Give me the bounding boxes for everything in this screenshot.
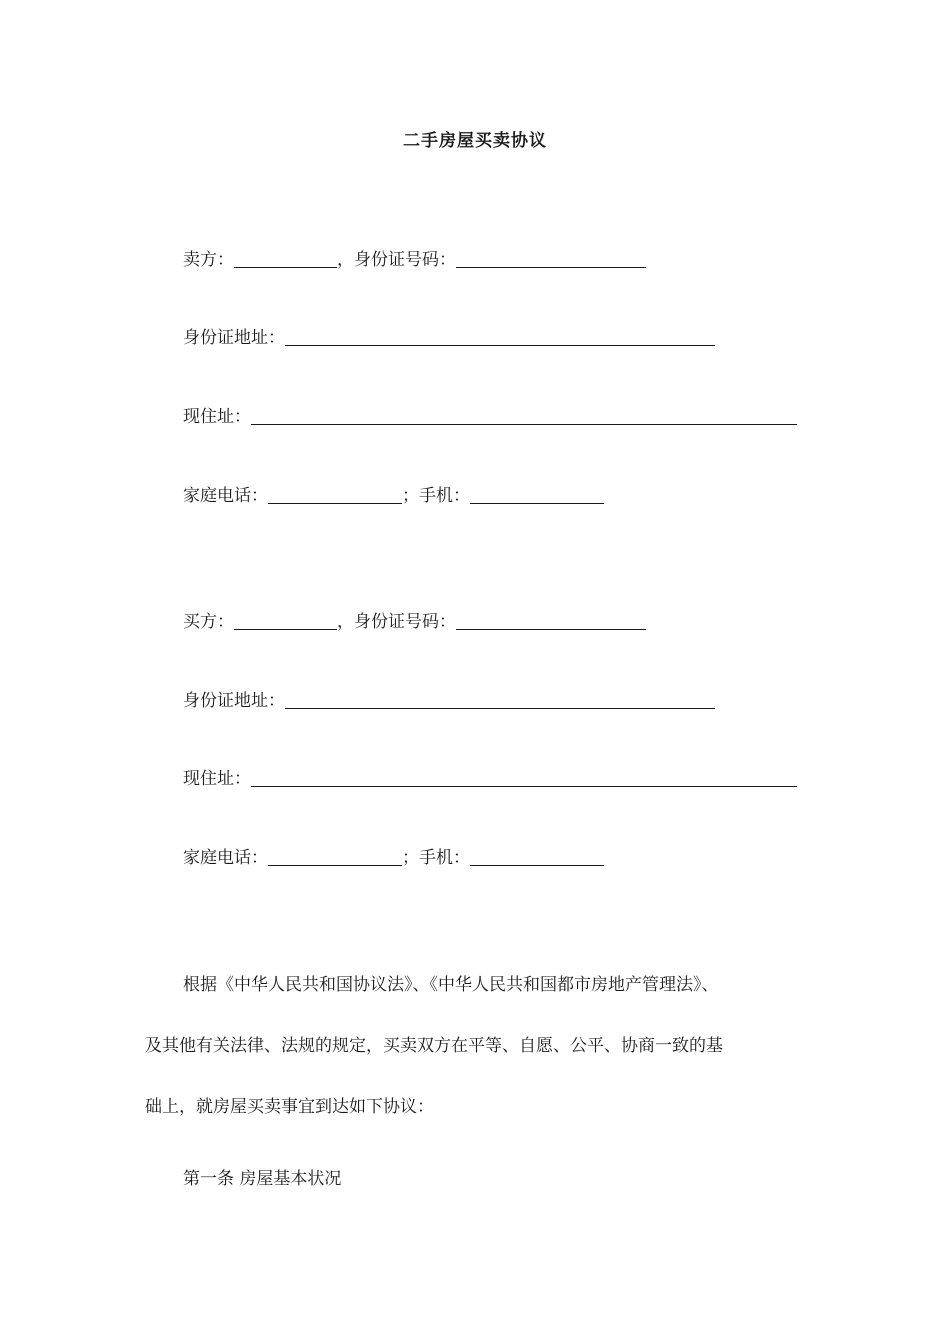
buyer-id-field[interactable] (456, 609, 646, 630)
buyer-id-label: ，身份证号码： (337, 612, 456, 632)
seller-mobile-field[interactable] (470, 483, 604, 504)
buyer-current-address-label: 现住址： (183, 769, 251, 789)
article-1-heading: 第一条 房屋基本状况 (183, 1169, 342, 1189)
seller-current-address-row (183, 401, 797, 427)
buyer-name-field[interactable] (234, 609, 337, 630)
seller-name-field[interactable] (234, 247, 337, 268)
seller-label: 卖方： (183, 250, 234, 270)
seller-id-label: ，身份证号码： (337, 250, 456, 270)
seller-id-address-field[interactable] (285, 325, 715, 346)
buyer-id-address-label: 身份证地址： (183, 691, 285, 711)
seller-name-row (183, 244, 646, 270)
preamble-line-3: 础上，就房屋买卖事宜到达如下协议： (145, 1097, 434, 1117)
buyer-id-address-field[interactable] (285, 688, 715, 709)
seller-phone-row (183, 480, 604, 506)
buyer-current-address-row (183, 763, 797, 789)
seller-mobile-label: ；手机： (402, 486, 470, 506)
seller-current-address-field[interactable] (251, 404, 797, 425)
buyer-name-row (183, 606, 646, 632)
buyer-phone-row (183, 842, 604, 868)
preamble-line-1: 根据《中华人民共和国协议法》、《中华人民共和国都市房地产管理法》、 (183, 975, 719, 995)
seller-id-address-row (183, 322, 715, 348)
seller-home-phone-label: 家庭电话： (183, 486, 268, 506)
document-title: 二手房屋买卖协议 (403, 131, 547, 151)
seller-id-field[interactable] (456, 247, 646, 268)
seller-id-address-label: 身份证地址： (183, 328, 285, 348)
seller-home-phone-field[interactable] (268, 483, 402, 504)
preamble-line-2: 及其他有关法律、法规的规定，买卖双方在平等、自愿、公平、协商一致的基 (145, 1036, 723, 1056)
buyer-home-phone-field[interactable] (268, 845, 402, 866)
buyer-label: 买方： (183, 612, 234, 632)
buyer-mobile-field[interactable] (470, 845, 604, 866)
buyer-mobile-label: ；手机： (402, 848, 470, 868)
buyer-home-phone-label: 家庭电话： (183, 848, 268, 868)
buyer-id-address-row (183, 685, 715, 711)
buyer-current-address-field[interactable] (251, 766, 797, 787)
seller-current-address-label: 现住址： (183, 407, 251, 427)
